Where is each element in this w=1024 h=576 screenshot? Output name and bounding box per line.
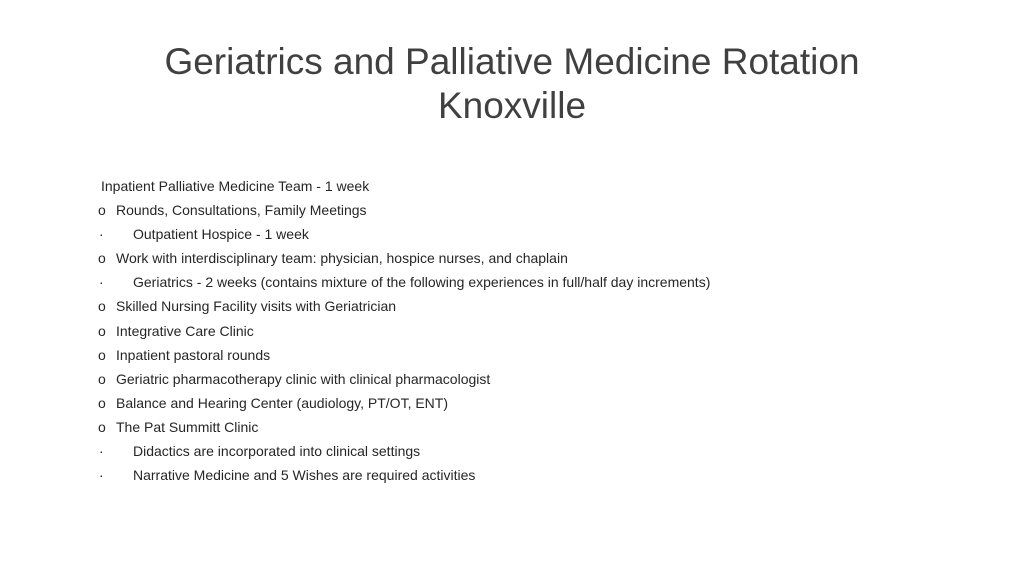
list-item — [98, 391, 898, 415]
list-item-text: Outpatient Hospice - 1 week — [133, 226, 309, 243]
list-item — [98, 319, 898, 343]
slide-title — [0, 40, 1024, 128]
list-item — [98, 367, 898, 391]
list-item — [98, 294, 898, 318]
bullet-marker: o — [98, 250, 106, 267]
list-item-text: Narrative Medicine and 5 Wishes are required activities — [133, 467, 476, 484]
list-item — [98, 439, 898, 463]
bullet-marker: o — [98, 346, 106, 363]
list-item — [98, 415, 898, 439]
list-item-text: Skilled Nursing Facility visits with Geriatrician — [116, 298, 397, 315]
bullet-marker: · — [99, 274, 104, 291]
bullet-marker: o — [98, 394, 106, 411]
list-item-text: Geriatrics - 2 weeks (contains mixture of the following experiences in full/half day increments) — [133, 274, 711, 291]
list-item — [98, 463, 898, 487]
bullet-list — [98, 174, 898, 487]
list-item — [98, 174, 898, 198]
bullet-marker: o — [98, 370, 106, 387]
bullet-marker: · — [99, 226, 104, 243]
bullet-marker: o — [98, 322, 106, 339]
title-line-2: Knoxville — [437, 85, 587, 126]
list-item — [98, 270, 898, 294]
list-item — [98, 343, 898, 367]
list-item-text: Work with interdisciplinary team: physician, hospice nurses, and chaplain — [116, 250, 568, 267]
bullet-marker: o — [98, 202, 106, 219]
list-item-text: Rounds, Consultations, Family Meetings — [116, 202, 367, 219]
title-line-1: Geriatrics and Palliative Medicine Rotation — [164, 41, 860, 82]
list-item-text: Integrative Care Clinic — [116, 322, 254, 339]
list-item-text: Geriatric pharmacotherapy clinic with clinical pharmacologist — [116, 370, 491, 387]
list-item — [98, 222, 898, 246]
list-item-text: Balance and Hearing Center (audiology, PT/OT, ENT) — [116, 394, 449, 411]
list-item-text: Didactics are incorporated into clinical settings — [133, 443, 421, 460]
bullet-marker: · — [99, 467, 104, 484]
list-item — [98, 198, 898, 222]
bullet-marker: o — [98, 418, 106, 435]
list-item-text: Inpatient pastoral rounds — [116, 346, 271, 363]
bullet-marker: · — [99, 443, 104, 460]
bullet-marker: o — [98, 298, 106, 315]
list-item-text: Inpatient Palliative Medicine Team - 1 week — [101, 178, 370, 194]
list-item — [98, 246, 898, 270]
list-item-text: The Pat Summitt Clinic — [116, 418, 259, 435]
